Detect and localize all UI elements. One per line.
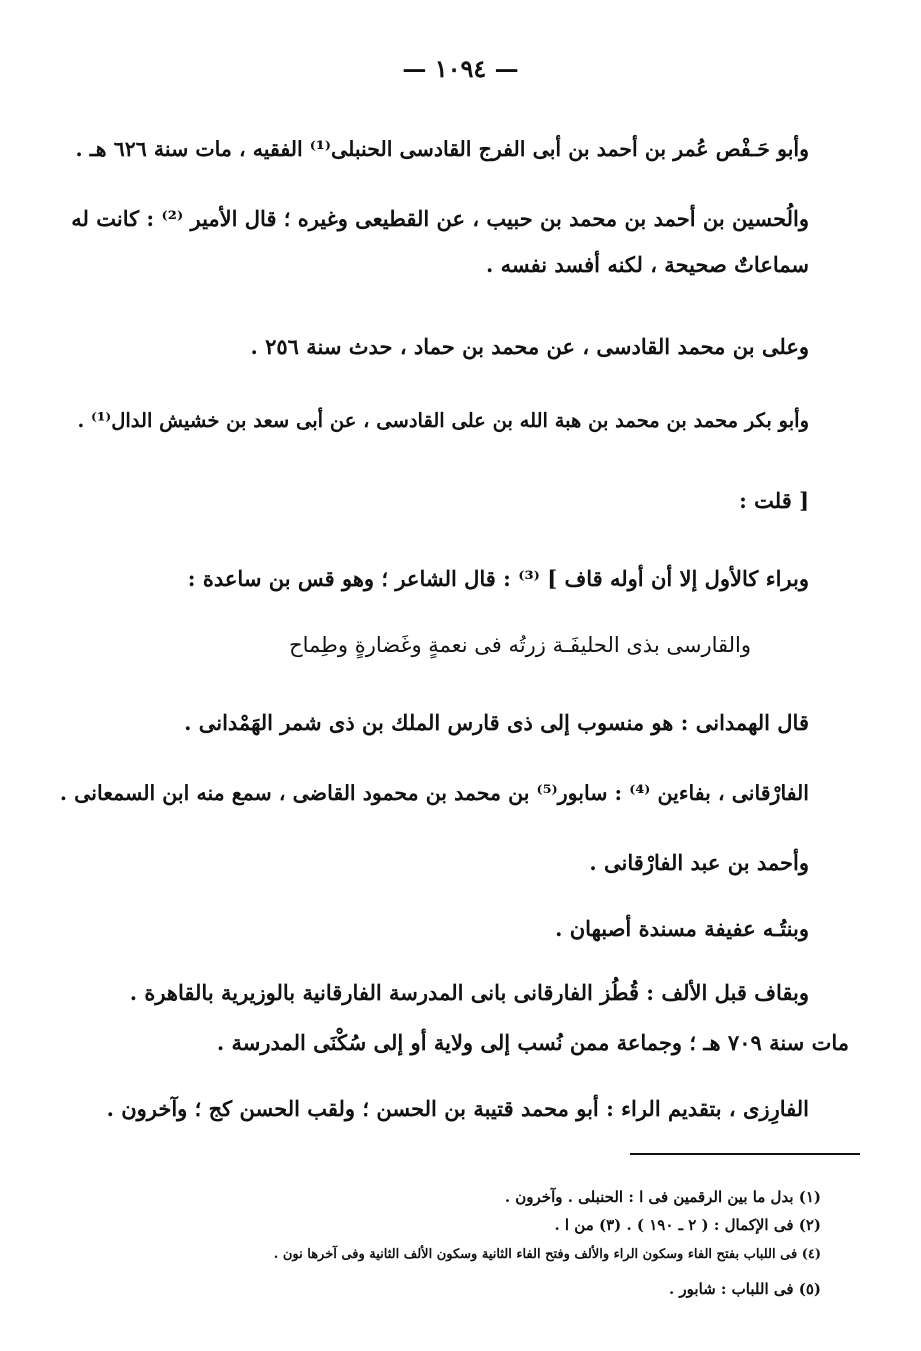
text-line-14: مات سنة ٧٠٩ هـ ؛ وجماعة ممن نُسب إلى ولاية أو إلى سُكْنَى المدرسة .: [216, 1030, 849, 1055]
text-line-15: الفارِزى ، بتقديم الراء : أبو محمد قتيبة بن الحسن ؛ ولقب الحسن كج ؛ وآخرون .: [106, 1096, 809, 1121]
text-line-3: سماعاتٌ صحيحة ، لكنه أفسد نفسه .: [485, 252, 809, 277]
text-line-12: وبنتُـه عفيفة مسندة أصبهان .: [555, 916, 809, 941]
text-line-4: وعلى بن محمد القادسى ، عن محمد بن حماد ، حدث سنة ٢٥٦ .: [250, 334, 809, 359]
footnote-divider: [630, 1153, 860, 1155]
text-line-10: الفارْقانى ، بفاءين ⁽⁴⁾ : سابور⁽⁵⁾ بن محمد بن محمود القاضى ، سمع منه ابن السمعانى .: [59, 781, 809, 805]
page-number: — ١٠٩٤ —: [402, 54, 519, 83]
text-line-9: قال الهمدانى : هو منسوب إلى ذى قارس الملك بن ذى شمر الهَمْدانى .: [184, 710, 809, 735]
text-line-6: [ قلت :: [739, 488, 809, 513]
footnote-3: (٤) فى اللباب بفتح الفاء وسكون الراء والألف وفتح الفاء الثانية وسكون الألف الثانية وفى آخرها نون .: [273, 1247, 821, 1262]
text-line-7: وبراء كالأول إلا أن أوله قاف ] ⁽³⁾ : قال الشاعر ؛ وهو قس بن ساعدة :: [187, 566, 809, 591]
text-line-5: وأبو بكر محمد بن محمد بن هبة الله بن على القادسى ، عن أبى سعد بن خشيش الدال⁽¹⁾ .: [77, 409, 809, 432]
text-line-13: وبقاف قبل الألف : قُطُز الفارقانى بانى المدرسة الفارقانية بالوزيرية بالقاهرة .: [129, 980, 809, 1005]
footnote-2: (٢) فى الإكمال : ( ٢ ـ ١٩٠ ) . (٣) من ا .: [554, 1216, 821, 1234]
footnote-1: (١) بدل ما بين الرقمين فى ا : الحنبلى . وآخرون .: [504, 1188, 821, 1206]
text-line-11: وأحمد بن عبد الفارْقانى .: [589, 850, 809, 875]
footnote-4: (٥) فى اللباب : شابور .: [668, 1280, 821, 1298]
text-line-2: والُحسين بن أحمد بن محمد بن حبيب ، عن القطيعى وغيره ؛ قال الأمير ⁽²⁾ : كانت له: [71, 206, 809, 231]
poetry-verse: والقارسى بذى الحليفَـة زرتُه فى نعمةٍ وغَضارةٍ وطِماح: [289, 633, 751, 657]
text-line-1: وأبو حَـفْص عُمر بن أحمد بن أبى الفرج القادسى الحنبلى⁽¹⁾ الفقيه ، مات سنة ٦٢٦ هـ .: [75, 137, 809, 161]
